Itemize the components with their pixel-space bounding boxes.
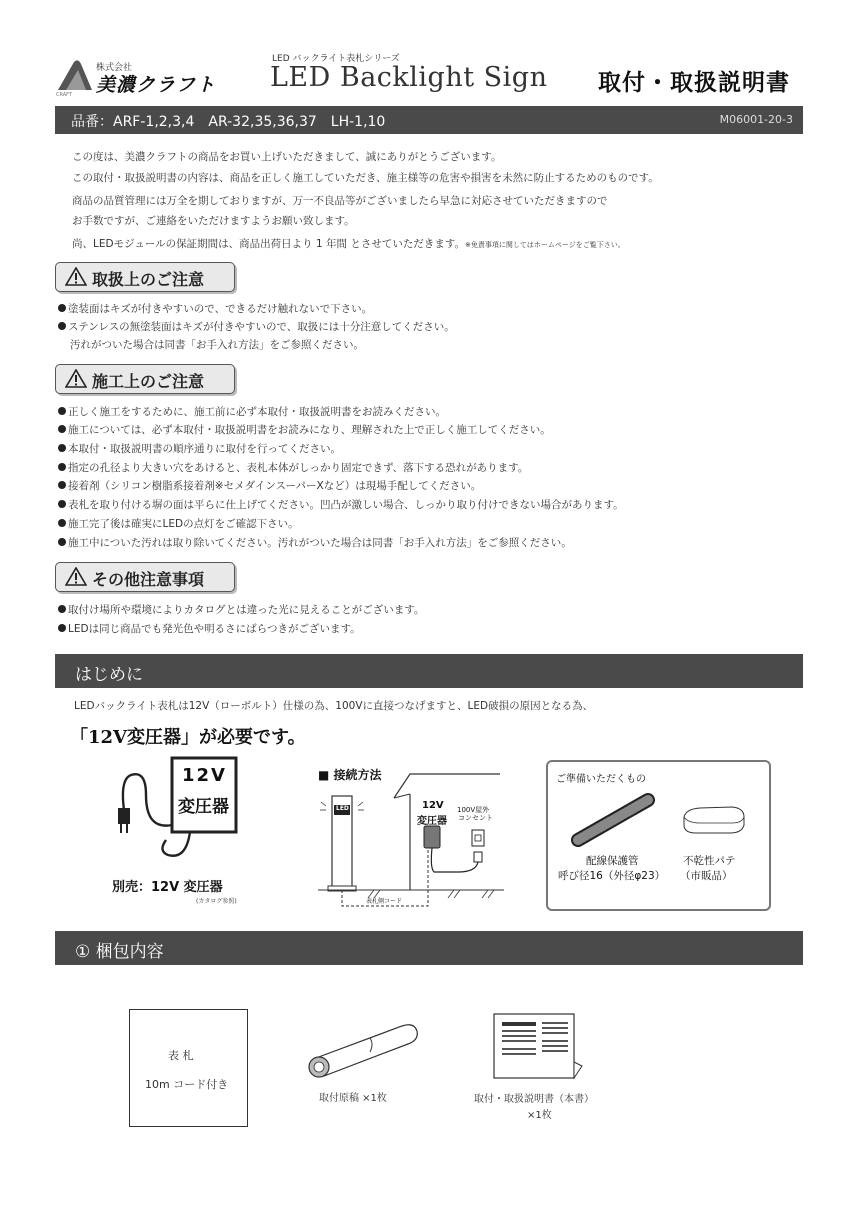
intro-line-1: この度は、美濃クラフトの商品をお買い上げいただきまして、誠にありがとうございます。 (72, 151, 502, 163)
construction-caution-header (55, 364, 235, 394)
series-label: LED バックライト表札シリーズ (272, 54, 400, 64)
logo-small-text: CRAFT (56, 92, 73, 98)
list-item: 正しく施工をするために、施工前に必ず本取付・取扱説明書をお読みください。 (58, 404, 446, 419)
intro-section-text: LEDバックライト表札は12V（ローボルト）仕様の為、100Vに直接つなげますと、LED破損の原因となる為、 (74, 700, 594, 712)
prep-item-1-name: 配線保護管 (586, 855, 639, 867)
transformer-label-voltage: 12V (182, 765, 227, 786)
intro-line-3: 商品の品質管理には万全を期しておりますが、万一不良品等がございましたら早急に対応させていただきますので (72, 195, 608, 207)
brand-title: LED Backlight Sign (270, 62, 548, 93)
company-name: 美濃クラフト (96, 74, 217, 96)
product-numbers: 品番：ARF-1,2,3,4 AR-32,35,36,37 LH-1,10 (71, 114, 386, 130)
product-bar (55, 106, 803, 134)
intro-line-4: お手数ですが、ご連絡をいただけますようお願い致します。 (72, 215, 355, 227)
preparation-title: ご準備いただくもの (556, 774, 646, 785)
list-item: 接着剤（シリコン樹脂系接着剤※セメダインスーパーXなど）は現場手配してください。 (58, 478, 481, 493)
warranty-note: ※免責事項に関してはホームページをご覧下さい。 (465, 241, 625, 249)
handling-note: 汚れがついた場合は同書「お手入れ方法」をご参照ください。 (70, 339, 364, 351)
handling-caution-title: 取扱上のご注意 (92, 270, 205, 289)
transformer-emphasis: 「12V変圧器」が必要です。 (70, 727, 306, 748)
section-header-package (55, 931, 803, 965)
warning-icon (65, 267, 87, 286)
diagram-voltage-label: 12V (422, 800, 444, 811)
diagram-outlet-label-1: 100V屋外 (457, 806, 490, 814)
transformer-note: (カタログ参照) (196, 898, 237, 905)
section-title: ① 梱包内容 (75, 942, 164, 962)
transformer-label-name: 変圧器 (178, 797, 229, 817)
list-item: 施工中についた汚れは取り除いてください。汚れがついた場合は同書「お手入れ方法」をご参照ください。 (58, 535, 572, 550)
diagram-cord-label: 表札側コード (366, 898, 403, 905)
warranty-text: 尚、LEDモジュールの保証期間は、商品出荷日より 1 年間 とさせていただきます。 (72, 238, 466, 250)
package-item-sign-name: 表 札 (168, 1049, 194, 1062)
connection-title: ■ 接続方法 (318, 768, 382, 782)
company-label: 株式会社 (96, 63, 133, 73)
package-item-sign-cord: 10m コード付き (145, 1078, 229, 1091)
list-item: 施工完了後は確実にLEDの点灯をご確認下さい。 (58, 516, 299, 531)
construction-caution-title: 施工上のご注意 (92, 372, 205, 391)
company-logo (56, 56, 94, 92)
list-item: ステンレスの無塗装面はキズが付きやすいので、取扱には十分注意してください。 (58, 319, 455, 334)
led-tag: LED (336, 805, 349, 812)
other-caution-header (55, 562, 235, 592)
logo-mark-icon (56, 56, 94, 92)
list-item: 表札を取り付ける塀の面は平らに仕上げてください。凹凸が激しい場合、しっかり取り付けできない場合があります。 (58, 497, 624, 512)
section-title: はじめに (75, 665, 143, 685)
diagram-transformer-label: 変圧器 (417, 816, 447, 827)
putty-icon (680, 803, 748, 837)
list-item: 施工については、必ず本取付・取扱説明書をお読みになり、理解された上で正しく施工してください。 (58, 422, 551, 437)
package-item-template: 取付原稿 ×1枚 (319, 1093, 387, 1104)
section-header-intro (55, 654, 803, 688)
package-item-sign (129, 1009, 248, 1127)
document-number: M06001-20-3 (719, 113, 793, 126)
document-title: 取付・取扱説明書 (598, 70, 790, 96)
warranty-line (72, 236, 625, 251)
list-item: 塗装面はキズが付きやすいので、できるだけ触れないで下さい。 (58, 301, 372, 316)
prep-item-2-note: （市販品） (680, 870, 733, 882)
prep-item-1-size: 呼び径16（外径φ23） (558, 870, 666, 882)
package-item-manual-name: 取付・取扱説明書（本書） (474, 1094, 594, 1105)
conduit-pipe-icon (570, 790, 660, 850)
connection-diagram (318, 768, 508, 910)
other-caution-title: その他注意事項 (92, 570, 205, 589)
list-item: 取付け場所や環境によりカタログとは違った光に見えることがございます。 (58, 602, 424, 617)
list-item: 指定の孔径より大きい穴をあけると、表札本体がしっかり固定できず、落下する恐れがあります。 (58, 460, 528, 475)
warning-icon (65, 369, 87, 388)
prep-item-2-name: 不乾性パテ (683, 855, 736, 867)
package-item-manual-qty: ×1枚 (527, 1110, 552, 1121)
manual-document-icon (492, 1012, 586, 1084)
list-item: 本取付・取扱説明書の順序通りに取付を行ってください。 (58, 441, 341, 456)
handling-caution-header (55, 262, 235, 292)
warning-icon (65, 567, 87, 586)
transformer-caption: 別売：12V 変圧器 (112, 880, 223, 895)
rolled-template-icon (304, 1018, 424, 1082)
list-item: LEDは同じ商品でも発光色や明るさにばらつきがございます。 (58, 621, 361, 636)
diagram-outlet-label-2: コンセント (458, 814, 493, 822)
intro-line-2: この取付・取扱説明書の内容は、商品を正しく施工していただき、施主様等の危害や損害を未然に防止するためのものです。 (72, 172, 659, 184)
